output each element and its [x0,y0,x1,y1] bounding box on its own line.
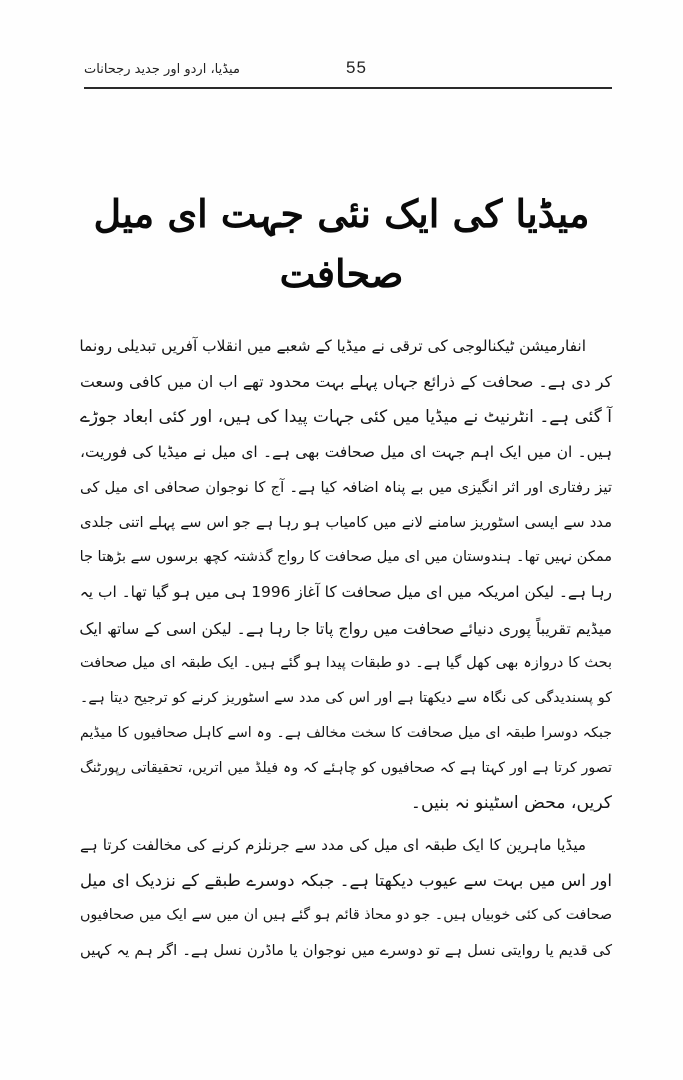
text-line: میڈیم تقریباً پوری دنیائے صحافت میں رواج پاتا جا رہا ہے۔ لیکن اسی کے ساتھ ایک [79,618,612,638]
text-line: کی قدیم یا روایتی نسل ہے تو دوسرے میں نوجوان یا ماڈرن نسل ہے۔ اگر ہم یہ کہیں [80,942,612,960]
text-line: کو پسندیدگی کی نگاہ سے دیکھتا ہے اور اس کی مدد سے اسٹوریز کرنے کو ترجیح دیتا ہے۔ [80,689,612,706]
header-rule [84,87,612,89]
text-line: جبکہ دوسرا طبقہ ای میل صحافت کا سخت مخالف ہے۔ وہ اسے کاہل صحافیوں کا میڈیم [80,725,612,742]
text-line: انفارمیشن ٹیکنالوجی کی ترقی نے میڈیا کے شعبے میں انقلاب آفریں تبدیلی رونما [79,337,586,355]
text-line: کریں، محض اسٹینو نہ بنیں۔ [410,793,612,814]
text-line: رہا ہے۔ لیکن امریکہ میں ای میل صحافت کا آغاز 1996 ہی میں ہو گیا تھا۔ اب یہ [79,583,612,602]
text-line: تصور کرتا ہے اور کہتا ہے کہ صحافیوں کو چاہئے کہ وہ فیلڈ میں اتریں، تحقیقاتی رپورٹنگ [80,760,612,777]
running-title: میڈیا، اردو اور جدید رجحانات [84,62,240,77]
text-line: تیز رفتاری اور اثر انگیزی میں بے پناہ اضافہ کیا ہے۔ آج کا نوجوان صحافی ای میل کی [80,478,612,496]
text-line: مدد سے ایسی اسٹوریز سامنے لانے میں کامیاب ہو رہا ہے جو اس سے پہلے اتنی جلدی [80,513,612,531]
text-line: ہیں۔ ان میں ایک اہم جہت ای میل صحافت بھی ہے۔ ای میل نے میڈیا کی فوریت، [80,442,612,461]
text-line: اور اس میں بہت سے عیوب دیکھتا ہے۔ جبکہ دوسرے طبقے کے نزدیک ای میل [80,870,612,890]
text-line: کر دی ہے۔ صحافت کے ذرائع جہاں پہلے بہت محدود تھے اب ان میں کافی وسعت [80,372,612,392]
chapter-title: میڈیا کی ایک نئی جہت ای میل صحافت [93,191,590,296]
paragraph [80,329,612,822]
text-line: ممکن نہیں تھا۔ ہندوستان میں ای میل صحافت کا رواج گذشتہ کچھ برسوں سے بڑھتا جا [79,549,612,566]
page-number: 55 [346,58,367,77]
paragraph [80,828,612,969]
text-line: بحث کا دروازہ بھی کھل گیا ہے۔ دو طبقات پیدا ہو گئے ہیں۔ ایک طبقہ ای میل صحافت [80,654,612,671]
text-line: میڈیا ماہرین کا ایک طبقہ ای میل کی مدد سے جرنلزم کرنے کی مخالفت کرتا ہے [80,835,586,854]
running-header [84,58,612,84]
text-line: آ گئی ہے۔ انٹرنیٹ نے میڈیا میں کئی جہات پیدا کی ہیں، اور کئی ابعاد جوڑے [80,406,612,427]
body-text [80,329,612,968]
text-line: صحافت کی کئی خوبیاں ہیں۔ جو دو محاذ قائم ہو گئے ہیں ان میں سے ایک میں صحافیوں [80,907,612,923]
